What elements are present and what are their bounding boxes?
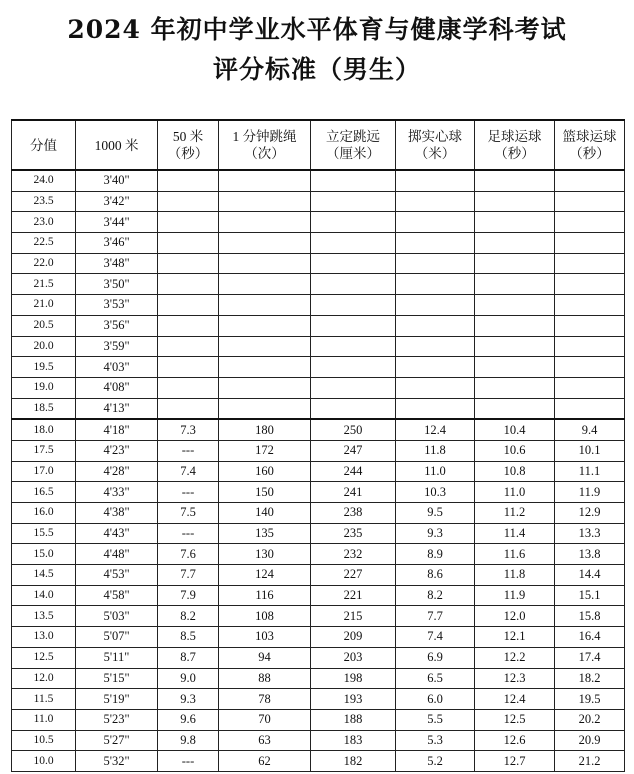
- column-header: [311, 120, 396, 170]
- table-cell: [158, 274, 219, 295]
- table-cell: 11.1: [555, 461, 625, 482]
- table-cell: 20.9: [555, 730, 625, 751]
- column-header: [12, 120, 76, 170]
- table-row: [12, 212, 625, 233]
- table-cell: 70: [219, 709, 311, 730]
- table-cell: 209: [311, 627, 396, 648]
- table-cell: [311, 295, 396, 316]
- column-header-label: 掷实心球: [408, 129, 462, 144]
- table-row: [12, 461, 625, 482]
- table-cell: 244: [311, 461, 396, 482]
- table-cell: 150: [219, 482, 311, 503]
- score-cell: 13.5: [12, 606, 76, 627]
- table-cell: [311, 336, 396, 357]
- table-cell: 7.7: [158, 565, 219, 586]
- table-row: [12, 377, 625, 398]
- table-cell: 4'28": [76, 461, 158, 482]
- table-header-row: [12, 120, 625, 170]
- table-row: [12, 751, 625, 772]
- table-cell: 221: [311, 585, 396, 606]
- table-cell: [475, 377, 555, 398]
- table-cell: 183: [311, 730, 396, 751]
- column-header: [555, 120, 625, 170]
- table-cell: [219, 315, 311, 336]
- table-cell: 227: [311, 565, 396, 586]
- table-cell: 10.8: [475, 461, 555, 482]
- score-cell: 17.5: [12, 440, 76, 461]
- table-row: [12, 253, 625, 274]
- table-cell: 160: [219, 461, 311, 482]
- table-cell: 130: [219, 544, 311, 565]
- table-cell: 135: [219, 523, 311, 544]
- table-cell: [311, 212, 396, 233]
- table-cell: [158, 295, 219, 316]
- table-body: [12, 170, 625, 771]
- table-cell: 10.3: [396, 482, 475, 503]
- table-cell: [219, 233, 311, 254]
- table-row: [12, 315, 625, 336]
- table-cell: 4'38": [76, 503, 158, 524]
- table-cell: 11.0: [475, 482, 555, 503]
- table-cell: 12.3: [475, 668, 555, 689]
- table-cell: 7.4: [396, 627, 475, 648]
- table-cell: 63: [219, 730, 311, 751]
- table-cell: 8.2: [396, 585, 475, 606]
- table-cell: 4'53": [76, 565, 158, 586]
- table-cell: 11.8: [396, 440, 475, 461]
- table-cell: 7.6: [158, 544, 219, 565]
- table-cell: 4'03": [76, 357, 158, 378]
- table-cell: 238: [311, 503, 396, 524]
- table-row: [12, 191, 625, 212]
- column-header-unit: （厘米）: [326, 146, 380, 161]
- page-subtitle: 评分标准（男生）: [212, 55, 421, 84]
- table-cell: 8.5: [158, 627, 219, 648]
- table-row: [12, 170, 625, 191]
- table-row: [12, 233, 625, 254]
- column-header-label: 1000 米: [94, 137, 139, 153]
- table-cell: 9.4: [555, 419, 625, 440]
- table-row: [12, 730, 625, 751]
- table-cell: 8.9: [396, 544, 475, 565]
- table-cell: [219, 170, 311, 191]
- column-header: [76, 120, 158, 170]
- table-cell: 12.4: [475, 689, 555, 710]
- table-cell: 4'18": [76, 419, 158, 440]
- score-cell: 22.0: [12, 253, 76, 274]
- table-row: [12, 668, 625, 689]
- table-cell: [158, 170, 219, 191]
- table-cell: [555, 191, 625, 212]
- score-cell: 14.5: [12, 565, 76, 586]
- table-cell: [219, 212, 311, 233]
- table-row: [12, 544, 625, 565]
- table-cell: [219, 398, 311, 419]
- table-cell: 3'46": [76, 233, 158, 254]
- table-row: [12, 627, 625, 648]
- table-cell: [158, 398, 219, 419]
- table-row: [12, 689, 625, 710]
- table-cell: [158, 315, 219, 336]
- table-cell: 4'48": [76, 544, 158, 565]
- table-cell: 11.4: [475, 523, 555, 544]
- table-cell: 182: [311, 751, 396, 772]
- table-cell: 180: [219, 419, 311, 440]
- table-cell: 5.3: [396, 730, 475, 751]
- table-cell: 11.9: [475, 585, 555, 606]
- table-cell: 3'53": [76, 295, 158, 316]
- table-cell: [555, 233, 625, 254]
- score-cell: 18.0: [12, 419, 76, 440]
- table-cell: 247: [311, 440, 396, 461]
- table-cell: 9.6: [158, 709, 219, 730]
- table-cell: [311, 253, 396, 274]
- table-cell: 108: [219, 606, 311, 627]
- table-row: [12, 482, 625, 503]
- score-cell: 18.5: [12, 398, 76, 419]
- table-cell: 4'08": [76, 377, 158, 398]
- table-cell: [311, 398, 396, 419]
- table-row: [12, 295, 625, 316]
- table-cell: 12.6: [475, 730, 555, 751]
- table-cell: 7.3: [158, 419, 219, 440]
- table-cell: 5'27": [76, 730, 158, 751]
- score-cell: 16.0: [12, 503, 76, 524]
- table-cell: 7.7: [396, 606, 475, 627]
- table-row: [12, 709, 625, 730]
- table-cell: 10.1: [555, 440, 625, 461]
- table-cell: 3'59": [76, 336, 158, 357]
- column-header: [158, 120, 219, 170]
- score-cell: 12.0: [12, 668, 76, 689]
- table-cell: 18.2: [555, 668, 625, 689]
- column-header-label: 1 分钟跳绳: [232, 129, 297, 144]
- table-cell: [555, 295, 625, 316]
- table-cell: [158, 233, 219, 254]
- table-cell: 140: [219, 503, 311, 524]
- column-header-label: 50 米: [172, 129, 204, 144]
- table-cell: [219, 274, 311, 295]
- table-cell: 232: [311, 544, 396, 565]
- table-cell: 5.2: [396, 751, 475, 772]
- table-cell: [396, 233, 475, 254]
- table-cell: 215: [311, 606, 396, 627]
- table-cell: 15.8: [555, 606, 625, 627]
- table-cell: [311, 233, 396, 254]
- table-cell: [311, 191, 396, 212]
- table-cell: 11.8: [475, 565, 555, 586]
- table-cell: 172: [219, 440, 311, 461]
- table-cell: 78: [219, 689, 311, 710]
- table-cell: [475, 295, 555, 316]
- table-row: [12, 503, 625, 524]
- table-cell: [555, 377, 625, 398]
- score-cell: 21.5: [12, 274, 76, 295]
- table-cell: [555, 274, 625, 295]
- table-cell: 6.5: [396, 668, 475, 689]
- table-cell: ---: [158, 440, 219, 461]
- column-header: [219, 120, 311, 170]
- table-cell: [396, 377, 475, 398]
- table-cell: [555, 212, 625, 233]
- score-cell: 19.5: [12, 357, 76, 378]
- score-cell: 20.0: [12, 336, 76, 357]
- score-cell: 16.5: [12, 482, 76, 503]
- table-cell: 6.9: [396, 647, 475, 668]
- table-cell: [475, 233, 555, 254]
- table-cell: 10.4: [475, 419, 555, 440]
- score-cell: 12.5: [12, 647, 76, 668]
- column-header-unit: （秒）: [494, 146, 535, 161]
- table-cell: 94: [219, 647, 311, 668]
- table-cell: 3'50": [76, 274, 158, 295]
- table-cell: 9.3: [396, 523, 475, 544]
- table-cell: 5'07": [76, 627, 158, 648]
- table-cell: 4'13": [76, 398, 158, 419]
- table-cell: [555, 336, 625, 357]
- score-cell: 19.0: [12, 377, 76, 398]
- table-cell: 12.5: [475, 709, 555, 730]
- scoring-table: [11, 119, 625, 772]
- table-cell: 4'58": [76, 585, 158, 606]
- table-cell: 193: [311, 689, 396, 710]
- table-cell: [396, 191, 475, 212]
- table-cell: 3'40": [76, 170, 158, 191]
- table-cell: 5'19": [76, 689, 158, 710]
- table-cell: 13.3: [555, 523, 625, 544]
- column-header-label: 篮球运球: [562, 129, 617, 144]
- table-cell: [475, 274, 555, 295]
- table-cell: 3'44": [76, 212, 158, 233]
- table-row: [12, 440, 625, 461]
- table-cell: [555, 357, 625, 378]
- table-cell: 5'11": [76, 647, 158, 668]
- column-header-label: 立定跳远: [326, 129, 380, 144]
- table-cell: 4'43": [76, 523, 158, 544]
- table-cell: ---: [158, 751, 219, 772]
- table-cell: [396, 212, 475, 233]
- table-row: [12, 274, 625, 295]
- table-row: [12, 647, 625, 668]
- table-cell: 116: [219, 585, 311, 606]
- table-cell: 5'15": [76, 668, 158, 689]
- table-cell: [311, 377, 396, 398]
- table-cell: [475, 170, 555, 191]
- table-cell: 3'48": [76, 253, 158, 274]
- table-cell: [396, 253, 475, 274]
- table-cell: 19.5: [555, 689, 625, 710]
- table-cell: 3'56": [76, 315, 158, 336]
- table-cell: 9.3: [158, 689, 219, 710]
- table-cell: [475, 398, 555, 419]
- table-cell: 5'23": [76, 709, 158, 730]
- score-cell: 17.0: [12, 461, 76, 482]
- table-cell: 11.6: [475, 544, 555, 565]
- table-cell: [396, 315, 475, 336]
- score-cell: 20.5: [12, 315, 76, 336]
- table-row: [12, 585, 625, 606]
- score-cell: 10.5: [12, 730, 76, 751]
- table-cell: 9.5: [396, 503, 475, 524]
- table-cell: [555, 398, 625, 419]
- table-cell: 8.6: [396, 565, 475, 586]
- table-cell: 13.8: [555, 544, 625, 565]
- table-cell: [396, 357, 475, 378]
- table-cell: [475, 315, 555, 336]
- table-cell: [158, 336, 219, 357]
- table-cell: 3'42": [76, 191, 158, 212]
- table-cell: 11.0: [396, 461, 475, 482]
- score-cell: 22.5: [12, 233, 76, 254]
- table-cell: 12.0: [475, 606, 555, 627]
- column-header-unit: （秒）: [167, 146, 209, 161]
- score-cell: 24.0: [12, 170, 76, 191]
- table-cell: [158, 377, 219, 398]
- table-cell: [396, 295, 475, 316]
- table-cell: [311, 315, 396, 336]
- table-cell: 188: [311, 709, 396, 730]
- table-cell: 235: [311, 523, 396, 544]
- table-cell: 17.4: [555, 647, 625, 668]
- table-cell: [219, 295, 311, 316]
- table-row: [12, 565, 625, 586]
- table-cell: 250: [311, 419, 396, 440]
- column-header-label: 分值: [30, 137, 57, 153]
- table-cell: 12.9: [555, 503, 625, 524]
- table-cell: 11.9: [555, 482, 625, 503]
- table-cell: [311, 357, 396, 378]
- column-header: [475, 120, 555, 170]
- page-title: 2024 年初中学业水平体育与健康学科考试: [67, 15, 567, 44]
- table-cell: [219, 253, 311, 274]
- table-cell: 5'03": [76, 606, 158, 627]
- table-cell: 103: [219, 627, 311, 648]
- table-row: [12, 606, 625, 627]
- score-cell: 10.0: [12, 751, 76, 772]
- table-row: [12, 357, 625, 378]
- score-cell: 15.5: [12, 523, 76, 544]
- table-cell: 12.2: [475, 647, 555, 668]
- table-cell: [475, 212, 555, 233]
- table-cell: [311, 274, 396, 295]
- table-cell: 6.0: [396, 689, 475, 710]
- table-cell: 20.2: [555, 709, 625, 730]
- table-cell: [555, 315, 625, 336]
- column-header: [396, 120, 475, 170]
- table-cell: 62: [219, 751, 311, 772]
- table-cell: 10.6: [475, 440, 555, 461]
- table-cell: 7.4: [158, 461, 219, 482]
- table-cell: 124: [219, 565, 311, 586]
- table-row: [12, 398, 625, 419]
- score-cell: 23.0: [12, 212, 76, 233]
- table-cell: ---: [158, 523, 219, 544]
- table-cell: 9.0: [158, 668, 219, 689]
- column-header-unit: （米）: [414, 146, 456, 161]
- table-cell: 11.2: [475, 503, 555, 524]
- table-cell: [475, 253, 555, 274]
- score-cell: 11.0: [12, 709, 76, 730]
- table-cell: [158, 191, 219, 212]
- table-cell: [475, 336, 555, 357]
- table-cell: [396, 398, 475, 419]
- table-cell: [219, 377, 311, 398]
- score-cell: 14.0: [12, 585, 76, 606]
- table-cell: 12.1: [475, 627, 555, 648]
- table-cell: 88: [219, 668, 311, 689]
- table-cell: [219, 357, 311, 378]
- table-cell: 12.7: [475, 751, 555, 772]
- score-cell: 23.5: [12, 191, 76, 212]
- table-cell: [396, 274, 475, 295]
- column-header-unit: （次）: [244, 146, 285, 161]
- table-cell: 8.2: [158, 606, 219, 627]
- table-cell: 198: [311, 668, 396, 689]
- table-cell: 16.4: [555, 627, 625, 648]
- table-cell: [158, 212, 219, 233]
- table-cell: [555, 170, 625, 191]
- table-cell: 5'32": [76, 751, 158, 772]
- table-cell: 14.4: [555, 565, 625, 586]
- table-cell: 7.5: [158, 503, 219, 524]
- table-cell: [158, 357, 219, 378]
- table-cell: [219, 336, 311, 357]
- table-cell: [475, 357, 555, 378]
- table-cell: 203: [311, 647, 396, 668]
- score-cell: 13.0: [12, 627, 76, 648]
- score-cell: 15.0: [12, 544, 76, 565]
- table-cell: [158, 253, 219, 274]
- table-cell: 21.2: [555, 751, 625, 772]
- table-cell: 15.1: [555, 585, 625, 606]
- table-cell: [396, 170, 475, 191]
- table-cell: ---: [158, 482, 219, 503]
- table-cell: [396, 336, 475, 357]
- table-cell: [219, 191, 311, 212]
- table-cell: [311, 170, 396, 191]
- table-cell: 241: [311, 482, 396, 503]
- score-cell: 11.5: [12, 689, 76, 710]
- table-cell: 4'33": [76, 482, 158, 503]
- table-row: [12, 419, 625, 440]
- table-cell: 7.9: [158, 585, 219, 606]
- table-row: [12, 336, 625, 357]
- table-cell: 8.7: [158, 647, 219, 668]
- table-cell: 9.8: [158, 730, 219, 751]
- column-header-unit: （秒）: [569, 146, 610, 161]
- table-row: [12, 523, 625, 544]
- table-cell: [475, 191, 555, 212]
- table-cell: 12.4: [396, 419, 475, 440]
- score-cell: 21.0: [12, 295, 76, 316]
- table-cell: 4'23": [76, 440, 158, 461]
- table-cell: 5.5: [396, 709, 475, 730]
- table-cell: [555, 253, 625, 274]
- column-header-label: 足球运球: [487, 129, 542, 144]
